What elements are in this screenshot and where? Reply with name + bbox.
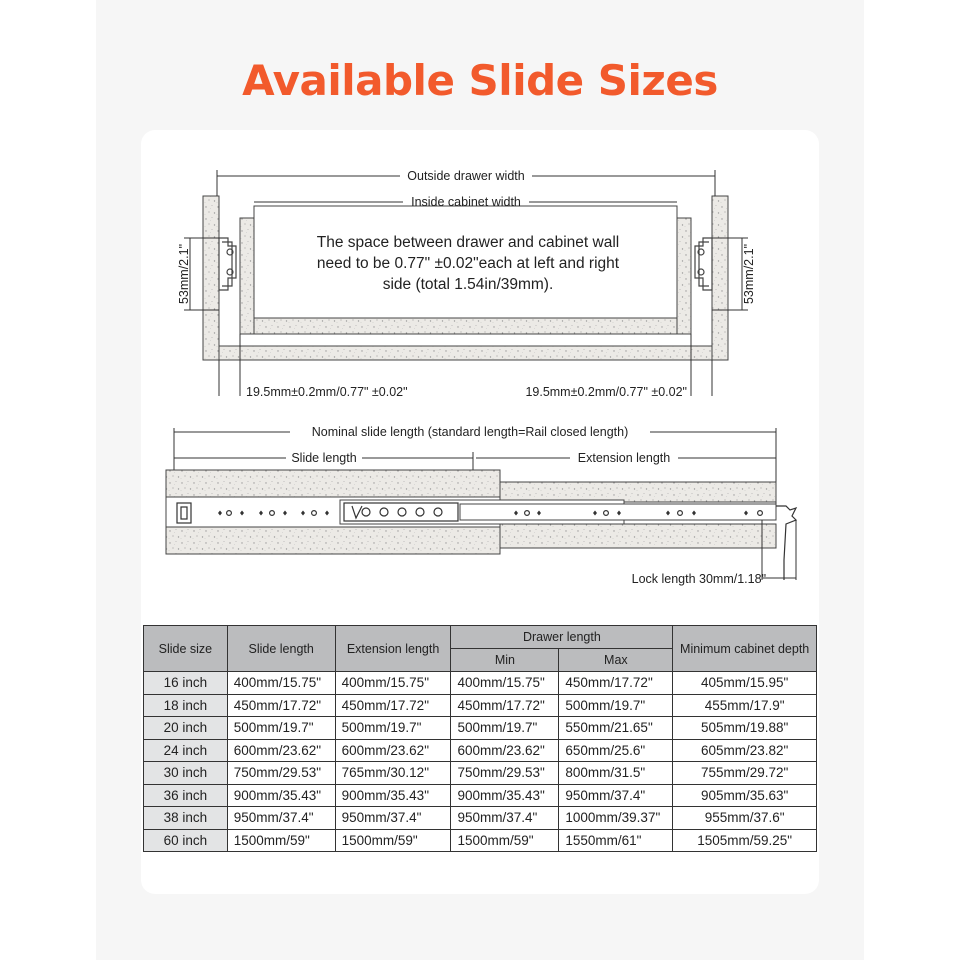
table-row	[144, 694, 817, 717]
drawer-panel-bottom	[500, 524, 776, 548]
height-label-left: 53mm/2.1"	[177, 243, 191, 305]
height-label-right: 53mm/2.1"	[742, 243, 756, 305]
cell-slide-size: 20 inch	[144, 717, 228, 740]
header-drawer-max: Max	[559, 649, 673, 672]
cabinet-bottom-panel	[219, 346, 712, 360]
cell-slide-size: 36 inch	[144, 784, 228, 807]
extension-length-label: Extension length	[577, 451, 671, 465]
table-row	[144, 739, 817, 762]
cell-drawer-min: 400mm/15.75"	[451, 672, 559, 695]
cell-extension-length: 600mm/23.62"	[335, 739, 451, 762]
cell-extension-length: 400mm/15.75"	[335, 672, 451, 695]
slide-profile-left	[219, 238, 236, 290]
cell-drawer-min: 450mm/17.72"	[451, 694, 559, 717]
nominal-slide-length-label: Nominal slide length (standard length=Rail closed length)	[311, 425, 629, 439]
cell-slide-length: 500mm/19.7"	[227, 717, 335, 740]
rail-end-bracket	[776, 506, 796, 580]
spacing-note	[298, 232, 638, 295]
drawer-side-left	[240, 218, 254, 334]
cell-slide-size: 60 inch	[144, 829, 228, 852]
spacing-note-line-1: The space between drawer and cabinet wall	[316, 234, 620, 251]
spacing-note-line-3: side (total 1.54in/39mm).	[382, 276, 554, 293]
cell-slide-length: 750mm/29.53"	[227, 762, 335, 785]
cell-slide-length: 900mm/35.43"	[227, 784, 335, 807]
cell-slide-length: 600mm/23.62"	[227, 739, 335, 762]
cell-drawer-min: 750mm/29.53"	[451, 762, 559, 785]
cell-slide-length: 400mm/15.75"	[227, 672, 335, 695]
cell-slide-size: 30 inch	[144, 762, 228, 785]
cell-min-cabinet-depth: 605mm/23.82"	[673, 739, 817, 762]
cell-min-cabinet-depth: 955mm/37.6"	[673, 807, 817, 830]
gap-dimension-left	[219, 334, 240, 396]
cabinet-panel-bottom	[166, 527, 500, 554]
cell-min-cabinet-depth: 905mm/35.63"	[673, 784, 817, 807]
cell-min-cabinet-depth: 505mm/19.88"	[673, 717, 817, 740]
cell-slide-length: 1500mm/59"	[227, 829, 335, 852]
cell-drawer-max: 1550mm/61"	[559, 829, 673, 852]
cell-drawer-max: 450mm/17.72"	[559, 672, 673, 695]
cell-slide-size: 18 inch	[144, 694, 228, 717]
cell-drawer-max: 500mm/19.7"	[559, 694, 673, 717]
cell-slide-size: 16 inch	[144, 672, 228, 695]
header-slide-size: Slide size	[144, 626, 228, 672]
table-row	[144, 784, 817, 807]
inside-cabinet-width-label: Inside cabinet width	[411, 195, 521, 209]
cell-slide-length: 950mm/37.4"	[227, 807, 335, 830]
cell-drawer-min: 1500mm/59"	[451, 829, 559, 852]
table-row	[144, 807, 817, 830]
gap-dimension-right	[691, 334, 712, 396]
cabinet-wall-right	[712, 196, 728, 360]
cell-drawer-max: 1000mm/39.37"	[559, 807, 673, 830]
gap-label-left: 19.5mm±0.2mm/0.77" ±0.02"	[246, 385, 408, 399]
cell-extension-length: 450mm/17.72"	[335, 694, 451, 717]
slide-extension-diagram	[166, 425, 796, 586]
outside-drawer-width-label: Outside drawer width	[407, 169, 525, 183]
header-slide-length: Slide length	[227, 626, 335, 672]
drawer-bottom-panel	[254, 318, 677, 334]
cabinet-panel-top	[166, 470, 500, 497]
header-drawer-length: Drawer length	[451, 626, 673, 649]
cell-extension-length: 1500mm/59"	[335, 829, 451, 852]
cell-min-cabinet-depth: 1505mm/59.25"	[673, 829, 817, 852]
cell-drawer-max: 950mm/37.4"	[559, 784, 673, 807]
cell-min-cabinet-depth: 755mm/29.72"	[673, 762, 817, 785]
cell-slide-size: 24 inch	[144, 739, 228, 762]
cell-extension-length: 500mm/19.7"	[335, 717, 451, 740]
table-row	[144, 717, 817, 740]
cell-min-cabinet-depth: 405mm/15.95"	[673, 672, 817, 695]
cell-drawer-min: 600mm/23.62"	[451, 739, 559, 762]
cabinet-wall-left	[203, 196, 219, 360]
cell-slide-size: 38 inch	[144, 807, 228, 830]
slide-profile-right	[695, 238, 712, 290]
cell-min-cabinet-depth: 455mm/17.9"	[673, 694, 817, 717]
cell-drawer-min: 500mm/19.7"	[451, 717, 559, 740]
cell-slide-length: 450mm/17.72"	[227, 694, 335, 717]
cell-extension-length: 765mm/30.12"	[335, 762, 451, 785]
cell-drawer-min: 950mm/37.4"	[451, 807, 559, 830]
header-extension-length: Extension length	[335, 626, 451, 672]
spacing-note-line-2: need to be 0.77" ±0.02"each at left and right	[316, 255, 620, 272]
cell-extension-length: 900mm/35.43"	[335, 784, 451, 807]
cell-extension-length: 950mm/37.4"	[335, 807, 451, 830]
slide-size-table	[143, 625, 817, 852]
lock-length-label: Lock length 30mm/1.18"	[631, 572, 766, 586]
header-drawer-min: Min	[451, 649, 559, 672]
slide-length-label: Slide length	[291, 451, 357, 465]
header-min-cabinet-depth: Minimum cabinet depth	[673, 626, 817, 672]
table-row	[144, 672, 817, 695]
cell-drawer-min: 900mm/35.43"	[451, 784, 559, 807]
cell-drawer-max: 550mm/21.65"	[559, 717, 673, 740]
drawer-side-right	[677, 218, 691, 334]
gap-label-right: 19.5mm±0.2mm/0.77" ±0.02"	[525, 385, 687, 399]
table-row	[144, 829, 817, 852]
cell-drawer-max: 650mm/25.6"	[559, 739, 673, 762]
cell-drawer-max: 800mm/31.5"	[559, 762, 673, 785]
drawer-panel-top	[500, 482, 776, 502]
table-row	[144, 762, 817, 785]
page-title: Available Slide Sizes	[242, 56, 718, 105]
